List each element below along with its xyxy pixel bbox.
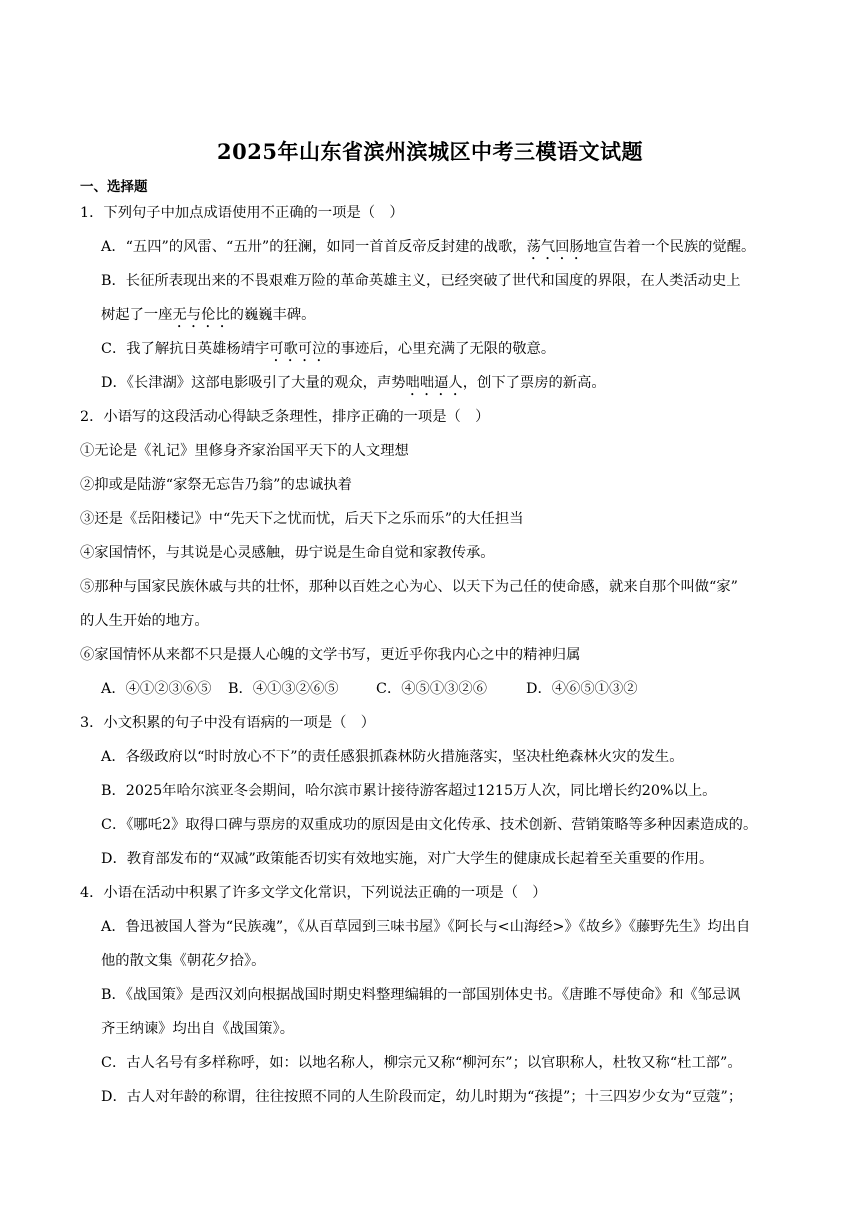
- question-1-option-a: [101, 237, 755, 263]
- option-text: 的巍巍丰碑。: [229, 307, 316, 323]
- option-text: C．我了解抗日英雄杨靖宇: [101, 341, 270, 357]
- sentence-4: ④家国情怀，与其说是心灵感触，毋宁说是生命自觉和家教传承。: [80, 545, 495, 561]
- option-text: A．“五四”的风雷、“五卅”的狂澜，如同一首首反帝反封建的战歌，: [101, 239, 527, 255]
- question-3-option-d: D．教育部发布的“双减”政策能否切实有效地实施，对广大学生的健康成长起着至关重要的作用。: [101, 851, 714, 867]
- question-3-option-a: A．各级政府以“时时放心不下”的责任感狠抓森林防火措施落实，坚决杜绝森林火灾的发生。: [101, 749, 684, 765]
- question-3-stem: 3．小文积累的句子中没有语病的一项是（ ）: [80, 715, 376, 731]
- question-1-option-b-line2: [101, 305, 315, 331]
- dotted-idiom: 可歌可泣: [269, 341, 327, 357]
- section-heading: 一、选择题: [80, 179, 148, 195]
- option-text: 树起了一座: [101, 307, 173, 323]
- question-4-option-a-line1: A．鲁迅被国人誉为“民族魂”，《从百草园到三味书屋》《阿长与<山海经>》《故乡》《藤野先生》均出自: [101, 919, 751, 935]
- question-3-option-b: B．2025年哈尔滨亚冬会期间，哈尔滨市累计接待游客超过1215万人次，同比增长约20%以上。: [101, 783, 717, 799]
- option-text: ，创下了票房的新高。: [462, 375, 606, 391]
- question-2-stem: 2．小语写的这段活动心得缺乏条理性，排序正确的一项是（ ）: [80, 409, 490, 425]
- dotted-idiom: 无与伦比: [172, 307, 230, 323]
- sentence-1: ①无论是《礼记》里修身齐家治国平天下的人文理想: [80, 443, 409, 459]
- question-4-option-c: C．古人名号有多样称呼，如：以地名称人，柳宗元又称“柳河东”；以官职称人，杜牧又称“杜工部”。: [101, 1055, 742, 1071]
- question-2-option-d: D．④⑥⑤①③②: [526, 681, 638, 697]
- question-2-option-b: B．④①③②⑥⑤: [228, 681, 339, 697]
- question-3-option-c: C．《哪吒2》取得口碑与票房的双重成功的原因是由文化传承、技术创新、营销策略等多种因素造成的。: [101, 817, 758, 833]
- question-4-option-d: D．古人对年龄的称谓，往往按照不同的人生阶段而定，幼儿时期为“孩提”；十三四岁少女为“豆蔻”；: [101, 1089, 743, 1105]
- question-4-option-a-line2: 他的散文集《朝花夕拾》。: [101, 953, 266, 969]
- question-2-option-c: C．④⑤①③②⑥: [376, 681, 488, 697]
- question-2-option-a: A．④①②③⑥⑤: [101, 681, 212, 697]
- question-1-option-b-line1: B．长征所表现出来的不畏艰难万险的革命英雄主义，已经突破了世代和国度的界限，在人类活动史上: [101, 273, 741, 289]
- option-text: D．《长津湖》这部电影吸引了大量的观众，声势: [101, 375, 406, 391]
- sentence-6: ⑥家国情怀从来都不只是摄人心魄的文学书写，更近乎你我内心之中的精神归属: [80, 647, 581, 663]
- question-1-option-d: [101, 373, 606, 399]
- dotted-idiom: 荡气回肠: [526, 239, 584, 255]
- dotted-idiom: 咄咄逼人: [405, 375, 463, 391]
- sentence-3: ③还是《岳阳楼记》中“先天下之忧而忧，后天下之乐而乐”的大任担当: [80, 511, 524, 527]
- question-1-option-c: [101, 339, 555, 365]
- option-text: 地宣告着一个民族的觉醒。: [583, 239, 756, 255]
- option-text: 的事迹后，心里充满了无限的敬意。: [326, 341, 556, 357]
- sentence-5-line2: 的人生开始的地方。: [80, 613, 209, 629]
- question-4-stem: 4．小语在活动中积累了许多文学文化常识，下列说法正确的一项是（ ）: [80, 885, 547, 901]
- exam-title: 2025年山东省滨州滨城区中考三模语文试题: [217, 139, 643, 164]
- question-4-option-b-line2: 齐王纳谏》均出自《战国策》。: [101, 1021, 295, 1037]
- sentence-5-line1: ⑤那种与国家民族休戚与共的壮怀，那种以百姓之心为心、以天下为己任的使命感，就来自那个叫做“家”: [80, 579, 738, 595]
- sentence-2: ②抑或是陆游“家祭无忘告乃翁”的忠诚执着: [80, 477, 352, 493]
- question-1-stem: 1．下列句子中加点成语使用不正确的一项是（ ）: [80, 205, 404, 221]
- question-4-option-b-line1: B．《战国策》是西汉刘向根据战国时期史料整理编辑的一部国别体史书。《唐雎不辱使命》和《邹忌讽: [101, 987, 741, 1003]
